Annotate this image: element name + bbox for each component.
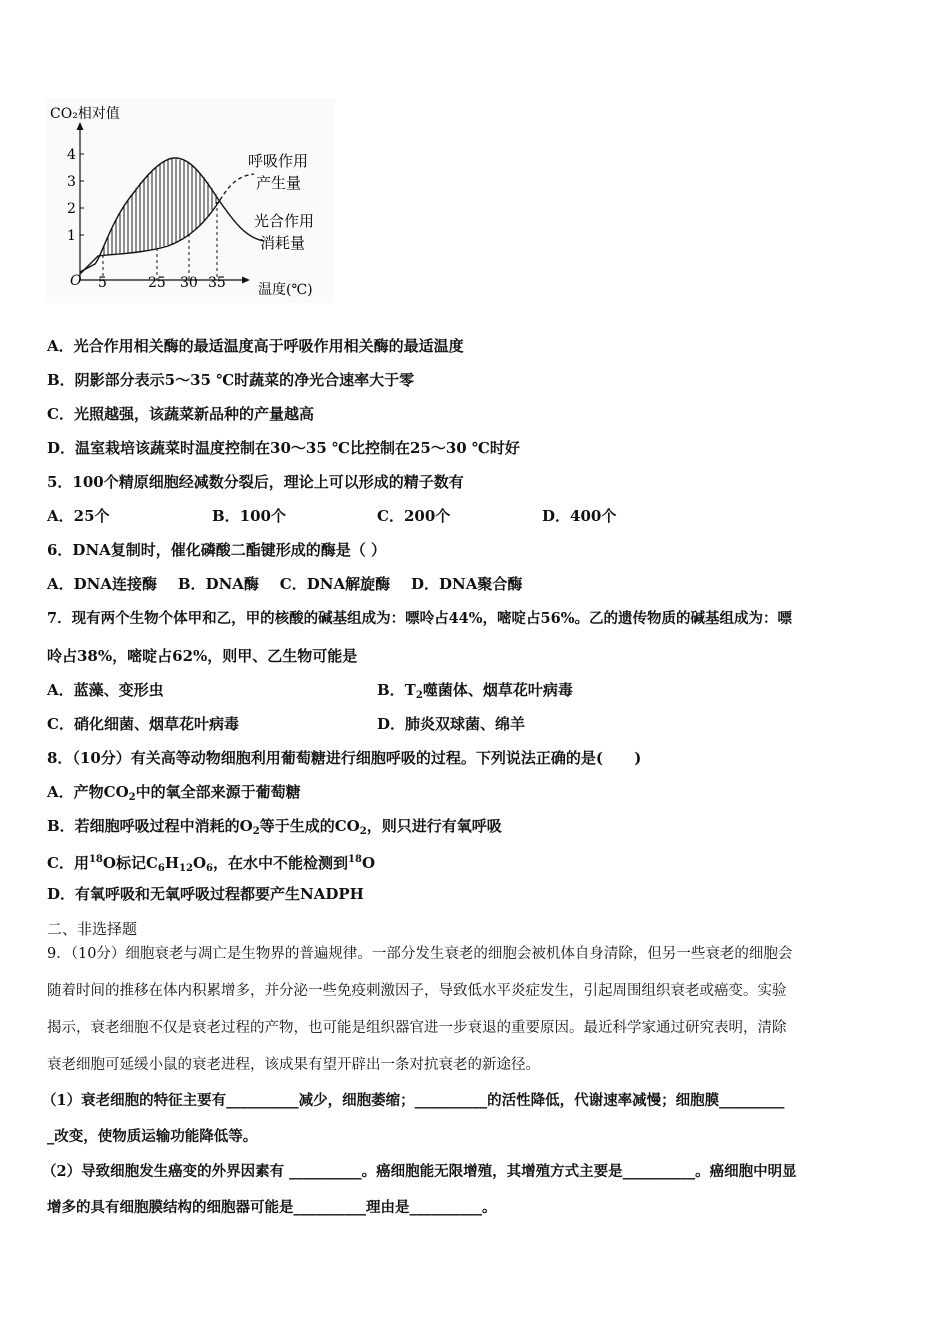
q9-part2-line1: （2）导致细胞发生癌变的外界因素有 __________。癌细胞能无限增殖，其增殖方式主要是__________。癌细胞中明显 [42,1163,797,1180]
q7-b-text: 噬菌体、烟草花叶病毒 [422,681,573,699]
q8-a-text: A．产物CO [47,783,129,801]
x-tick-label: 25 [148,275,166,291]
q9-part1-line1: （1）衰老细胞的特征主要有__________减少，细胞萎缩；__________的活性降低，代谢速率减慢；细胞膜_________ [42,1092,785,1109]
q7-option-b [377,681,573,705]
q8-option-a [47,783,301,807]
q8-c-subscript: 12 [179,863,193,874]
x-tick-label: 30 [180,275,198,291]
co2-temperature-figure [40,96,340,306]
q7-b-text: B．T [377,681,416,699]
q5-stem: 5．100个精原细胞经减数分裂后，理论上可以形成的精子数有 [47,473,464,491]
q8-stem: 8．（10分）有关高等动物细胞利用葡萄糖进行细胞呼吸的过程。下列说法正确的是( ) [47,749,642,767]
figure-title: CO₂相对值 [50,106,120,122]
q8-b-text: 等于生成的CO [259,817,360,835]
q8-c-text: H [164,854,180,872]
q8-c-subscript: 6 [157,863,165,874]
q8-option-d: D．有氧呼吸和无氧呼吸过程都要产生NADPH [47,885,364,903]
q8-c-text: O标记C [102,854,158,872]
q9-part2-line2: 增多的具有细胞膜结构的细胞器可能是__________理由是__________。 [47,1199,497,1216]
q5-option-a: A．25个 [47,507,110,525]
photosynthesis-label: 消耗量 [260,234,306,252]
q7-option-d: D．肺炎双球菌、绵羊 [377,715,526,733]
q4-option-a: A．光合作用相关酶的最适温度高于呼吸作用相关酶的最适温度 [47,337,464,355]
x-tick-label: 5 [98,275,107,291]
respiration-label: 呼吸作用 [248,152,309,170]
q5-option-b: B．100个 [212,507,286,525]
q5-option-d: D．400个 [542,507,617,525]
q6-options: A．DNA连接酶 B．DNA酶 C．DNA解旋酶 D．DNA聚合酶 [47,575,523,593]
q8-c-text: C．用 [47,854,89,872]
q7-option-a: A．蓝藻、变形虫 [47,681,164,699]
q7-b-subscript: 2 [415,690,423,701]
q5-option-c: C．200个 [377,507,451,525]
origin-label: O [70,273,82,289]
x-tick-label: 35 [208,275,226,291]
q7-stem-line2: 呤占38%，嘧啶占62%，则甲、乙生物可能是 [47,647,358,665]
q8-b-subscript: 2 [252,826,260,837]
q7-stem-line1: 7．现有两个生物个体甲和乙，甲的核酸的碱基组成为：嘌呤占44%，嘧啶占56%。乙的遗传物质的碱基组成为：嘌 [47,610,792,627]
q9-paragraph-line: 9．（10分）细胞衰老与凋亡是生物界的普遍规律。一部分发生衰老的细胞会被机体自身清除，但另一些衰老的细胞会 [47,946,793,962]
q8-b-subscript: 2 [359,826,367,837]
respiration-label: 产生量 [256,174,302,192]
q8-b-text: ，则只进行有氧呼吸 [366,817,502,835]
q8-a-text: 中的氧全部来源于葡萄糖 [135,783,301,801]
q8-b-text: B．若细胞呼吸过程中消耗的O [47,817,253,835]
y-tick-label: 2 [67,201,76,217]
q6-stem: 6．DNA复制时，催化磷酸二酯键形成的酶是（ ） [47,541,387,559]
y-tick-label: 4 [67,147,76,163]
q4-option-c: C．光照越强，该蔬菜新品种的产量越高 [47,405,314,423]
q9-paragraph-line: 揭示，衰老细胞不仅是衰老过程的产物，也可能是组织器官进一步衰退的重要原因。最近科学家通过研究表明，清除 [47,1020,787,1036]
q8-c-text: O [192,854,207,872]
q8-c-text: O [361,854,376,872]
figure-background [45,98,335,303]
q8-option-c [47,851,375,878]
q9-paragraph-line: 随着时间的推移在体内积累增多，并分泌一些免疫刺激因子，导致低水平炎症发生，引起周围组织衰老或癌变。实验 [47,983,787,999]
q8-c-subscript: 6 [206,863,214,874]
q9-part1-line2: _改变，使物质运输功能降低等。 [47,1128,258,1145]
section-heading: 二、非选择题 [47,920,138,938]
q8-c-superscript: 18 [348,854,362,865]
y-tick-label: 3 [67,174,76,190]
y-tick-label: 1 [67,228,76,244]
q9-paragraph-line: 衰老细胞可延缓小鼠的衰老进程，该成果有望开辟出一条对抗衰老的新途径。 [47,1057,540,1073]
x-axis-label: 温度(℃) [258,282,313,298]
q8-option-b [47,817,502,841]
q4-option-b: B．阴影部分表示5～35 ℃时蔬菜的净光合速率大于零 [47,371,415,389]
q8-c-text: ，在水中不能检测到 [213,854,349,872]
q8-c-superscript: 18 [88,854,103,865]
q8-a-subscript: 2 [128,792,136,803]
q7-option-c: C．硝化细菌、烟草花叶病毒 [47,715,239,733]
q4-option-d: D．温室栽培该蔬菜时温度控制在30～35 ℃比控制在25～30 ℃时好 [47,439,520,457]
photosynthesis-label: 光合作用 [254,212,315,230]
